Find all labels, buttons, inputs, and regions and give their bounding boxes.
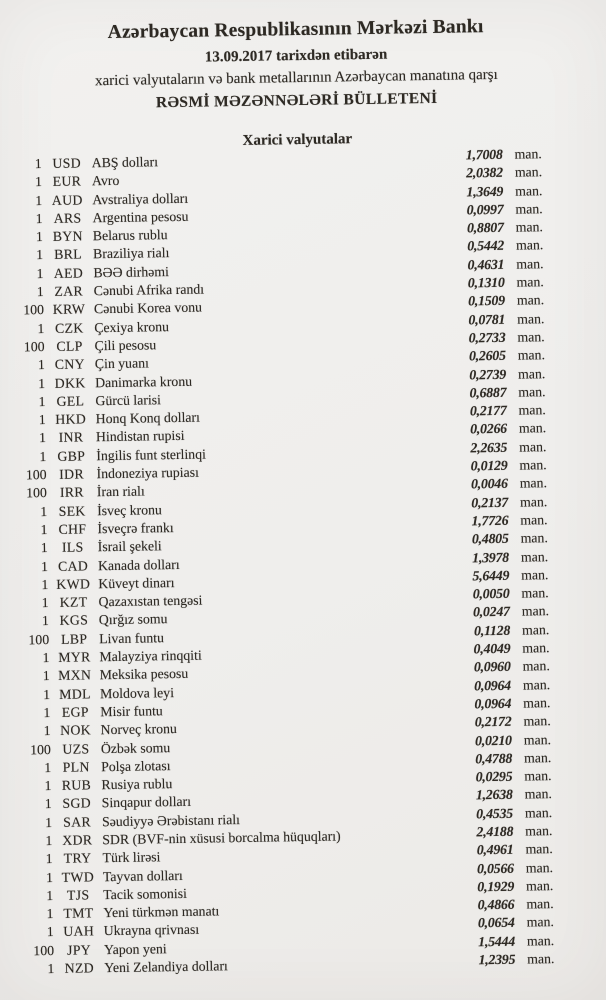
rate-value: 0,0295 xyxy=(475,768,513,785)
currency-code: CHF xyxy=(58,521,87,537)
rate-unit: man. xyxy=(516,292,545,308)
rate-unit: man. xyxy=(522,658,550,674)
currency-code: RUB xyxy=(61,777,92,793)
currency-code: SAR xyxy=(63,814,92,830)
rate-value: 0,0210 xyxy=(474,732,512,748)
rate-value: 0,2739 xyxy=(469,366,507,382)
currency-code: CNY xyxy=(54,356,85,373)
rate-quantity: 1 xyxy=(35,192,43,208)
rate-quantity: 1 xyxy=(40,503,48,519)
rate-quantity: 1 xyxy=(40,521,48,538)
bank-name-title: Azərbaycan Respublikasının Mərkəzi Bankı xyxy=(107,16,484,44)
rate-quantity: 100 xyxy=(26,485,47,501)
rate-unit: man. xyxy=(517,329,545,345)
rate-unit: man. xyxy=(516,274,544,290)
rate-quantity: 1 xyxy=(36,247,44,263)
currency-code: GBP xyxy=(57,448,86,464)
rate-value: 0,0960 xyxy=(473,659,511,675)
section-title-foreign-currencies: Xarici valyutalar xyxy=(242,131,353,149)
rate-unit: man. xyxy=(523,695,551,711)
rate-value: 0,2733 xyxy=(468,329,506,346)
currency-code: NZD xyxy=(64,960,95,976)
currency-code: LBP xyxy=(60,631,88,647)
rate-value: 0,0964 xyxy=(474,677,512,693)
rate-value: 1,3649 xyxy=(466,183,504,199)
currency-name: Argentina pesosu xyxy=(92,208,189,226)
rate-quantity: 1 xyxy=(42,686,51,702)
currency-name: Norveç kronu xyxy=(100,721,177,738)
rate-unit: man. xyxy=(519,457,547,473)
currency-name: Meksika pesosu xyxy=(99,666,189,683)
rate-unit: man. xyxy=(523,713,551,729)
currency-code: GEL xyxy=(56,393,85,409)
rate-unit: man. xyxy=(526,914,554,931)
rate-value: 0,0654 xyxy=(477,915,515,931)
rate-value: 1,2638 xyxy=(475,787,513,803)
rate-quantity: 100 xyxy=(30,741,51,757)
rate-unit: man. xyxy=(521,585,549,601)
rate-quantity: 1 xyxy=(47,961,55,977)
currency-code: UZS xyxy=(62,740,90,757)
rate-value: 0,0050 xyxy=(472,585,510,602)
rate-value: 0,6887 xyxy=(469,384,507,401)
rate-value: 1,5444 xyxy=(478,933,516,950)
currency-name: Malayziya rinqqiti xyxy=(99,647,202,665)
rate-quantity: 1 xyxy=(42,650,50,666)
rate-unit: man. xyxy=(519,493,548,510)
subtitle-line: xarici valyutaların və bank metallarının Azərbaycan manatına qarşı xyxy=(94,66,498,90)
currency-code: BRL xyxy=(54,246,83,263)
rate-unit: man. xyxy=(521,603,550,619)
currency-code: SGD xyxy=(62,795,92,812)
rate-value: 0,2605 xyxy=(468,348,506,364)
rate-value: 0,4961 xyxy=(476,842,514,858)
rate-value: 0,8807 xyxy=(466,220,504,236)
bulletin-title: RƏSMİ MƏZƏNNƏLƏRİ BÜLLETENİ xyxy=(155,89,438,112)
rate-quantity: 1 xyxy=(40,540,48,556)
currency-code: XDR xyxy=(62,832,93,848)
rate-unit: man. xyxy=(526,932,555,949)
rate-value: 0,0964 xyxy=(474,695,512,712)
rate-quantity: 1 xyxy=(46,906,54,922)
rate-unit: man. xyxy=(517,365,546,382)
currency-code: TWD xyxy=(61,868,95,885)
rate-unit: man. xyxy=(521,566,549,583)
rate-unit: man. xyxy=(525,841,553,857)
rate-quantity: 1 xyxy=(46,887,54,903)
currency-name: Avstraliya dolları xyxy=(92,190,189,207)
currency-name: İsveçrə frankı xyxy=(97,519,174,537)
currency-code: MYR xyxy=(58,649,91,665)
currency-code: TRY xyxy=(63,850,92,867)
currency-name: Küveyt dinarı xyxy=(98,574,175,592)
rate-unit: man. xyxy=(515,182,543,199)
currency-code: MXN xyxy=(58,667,92,684)
rate-value: 0,4535 xyxy=(476,805,514,822)
rate-value: 0,0781 xyxy=(468,311,506,328)
currency-code: CAD xyxy=(57,557,89,574)
currency-name: Avro xyxy=(91,173,120,189)
rate-unit: man. xyxy=(517,310,545,327)
rate-unit: man. xyxy=(524,768,552,784)
currency-code: EUR xyxy=(52,173,82,190)
currency-name: Qazaxıstan tengəsi xyxy=(98,592,203,610)
currency-code: JPY xyxy=(66,942,92,958)
currency-name: Tacik somonisi xyxy=(103,885,188,903)
rate-unit: man. xyxy=(518,402,546,418)
rate-quantity: 1 xyxy=(44,778,52,794)
currency-name: BƏƏ dirhəmi xyxy=(93,263,170,281)
currency-code: CZK xyxy=(54,320,84,336)
rate-quantity: 1 xyxy=(43,704,51,721)
rate-quantity: 1 xyxy=(34,156,42,172)
rate-quantity: 1 xyxy=(43,723,51,739)
currency-code: TMT xyxy=(63,905,94,921)
rate-quantity: 1 xyxy=(35,210,43,227)
rate-quantity: 1 xyxy=(46,924,54,940)
rate-quantity: 100 xyxy=(25,467,47,483)
currency-name: Qırğız somu xyxy=(98,611,168,628)
rate-value: 0,1929 xyxy=(477,878,515,895)
rate-value: 0,2172 xyxy=(474,713,512,730)
currency-code: ARS xyxy=(53,210,82,226)
currency-name: Yeni Zelandiya dolları xyxy=(104,958,228,976)
rate-quantity: 1 xyxy=(38,430,47,446)
currency-code: UAH xyxy=(63,923,95,940)
rate-unit: man. xyxy=(521,621,550,638)
rate-quantity: 1 xyxy=(34,174,43,190)
currency-name: Cənubi Korea vonu xyxy=(93,299,203,317)
currency-name: Sinqapur dolları xyxy=(101,794,192,811)
rate-value: 0,2177 xyxy=(469,402,507,419)
currency-name: Tayvan dolları xyxy=(102,867,183,884)
currency-code: MDL xyxy=(59,685,91,702)
rate-unit: man. xyxy=(518,384,546,400)
rate-value: 0,2137 xyxy=(471,494,509,510)
rate-value: 2,4188 xyxy=(476,823,514,840)
currency-code: AED xyxy=(53,265,84,281)
rate-value: 2,2635 xyxy=(470,439,508,456)
rate-unit: man. xyxy=(515,201,543,217)
rate-value: 1,7008 xyxy=(465,146,503,163)
currency-name: Çexiya kronu xyxy=(94,318,170,335)
rate-unit: man. xyxy=(519,475,548,491)
rate-value: 0,0129 xyxy=(470,457,508,474)
rate-unit: man. xyxy=(520,548,549,565)
rate-value: 0,4049 xyxy=(473,640,511,657)
currency-name: ABŞ dolları xyxy=(91,154,159,171)
currency-code: KRW xyxy=(52,301,86,318)
rate-unit: man. xyxy=(525,823,553,839)
rate-value: 0,5442 xyxy=(467,238,505,254)
rate-quantity: 1 xyxy=(44,759,52,775)
rate-unit: man. xyxy=(514,146,542,162)
currency-code: SEK xyxy=(58,503,86,519)
currency-code: AUD xyxy=(51,192,83,208)
currency-name: Misir funtu xyxy=(100,703,163,720)
rate-unit: man. xyxy=(526,896,554,912)
rate-quantity: 100 xyxy=(28,631,50,648)
currency-name: Yapon yeni xyxy=(103,940,167,957)
currency-name: Rusiya rublu xyxy=(101,776,173,793)
rate-quantity: 1 xyxy=(44,796,52,812)
rate-quantity: 100 xyxy=(23,339,45,355)
rate-value: 1,2395 xyxy=(478,951,516,968)
rate-quantity: 1 xyxy=(40,558,49,574)
bulletin-header xyxy=(0,0,600,115)
currency-code: IDR xyxy=(59,466,85,482)
rate-value: 1,3978 xyxy=(472,549,510,565)
currency-code: KGS xyxy=(59,612,89,629)
rate-unit: man. xyxy=(527,951,555,967)
rate-quantity: 1 xyxy=(38,412,46,428)
rate-quantity: 1 xyxy=(37,357,45,373)
currency-name: İsveç kronu xyxy=(97,501,162,518)
rate-value: 0,4631 xyxy=(467,256,505,273)
rate-value: 0,1128 xyxy=(473,622,511,639)
rate-quantity: 1 xyxy=(41,595,49,611)
currency-code: ZAR xyxy=(54,283,84,299)
rate-unit: man. xyxy=(522,640,550,656)
currency-name: İngilis funt sterlinqi xyxy=(96,446,206,463)
rate-quantity: 1 xyxy=(38,375,46,391)
rates-table xyxy=(0,146,606,979)
rate-value: 5,6449 xyxy=(472,567,510,584)
rate-quantity: 1 xyxy=(39,448,47,464)
rate-value: 0,4805 xyxy=(471,531,509,547)
rate-quantity: 1 xyxy=(45,832,53,849)
rate-value: 0,0566 xyxy=(476,860,514,876)
rate-quantity: 1 xyxy=(35,229,43,245)
rate-unit: man. xyxy=(516,255,544,272)
currency-name: Gürcü larisi xyxy=(95,392,162,409)
rate-value: 0,0247 xyxy=(472,604,510,620)
rate-unit: man. xyxy=(524,804,553,821)
currency-code: HKD xyxy=(55,411,87,428)
rate-value: 0,0997 xyxy=(466,201,504,218)
rate-quantity: 1 xyxy=(38,393,46,410)
rate-value: 0,0046 xyxy=(470,476,508,492)
rate-value: 0,4788 xyxy=(475,750,513,767)
rate-unit: man. xyxy=(522,676,551,693)
rate-quantity: 1 xyxy=(41,576,49,592)
rate-unit: man. xyxy=(517,347,546,363)
currency-name: Cənubi Afrika randı xyxy=(93,281,205,299)
rate-unit: man. xyxy=(520,512,548,528)
currency-name: Moldova leyi xyxy=(99,684,175,701)
currency-name: Yeni türkmən manatı xyxy=(103,903,220,921)
rate-value: 2,0382 xyxy=(466,165,504,181)
currency-code: INR xyxy=(58,429,84,446)
currency-name: İran rialı xyxy=(96,483,145,500)
currency-code: NOK xyxy=(60,722,92,739)
rate-unit: man. xyxy=(523,749,552,766)
currency-code: DKK xyxy=(54,374,86,391)
currency-code: USD xyxy=(52,155,82,171)
currency-name: Belarus rublu xyxy=(92,227,168,244)
rate-quantity: 1 xyxy=(41,613,49,629)
rate-value: 0,4866 xyxy=(477,896,515,913)
rate-unit: man. xyxy=(514,164,543,180)
rate-value: 0,0266 xyxy=(470,421,508,437)
currency-name: Ukrayna qrivnası xyxy=(103,922,200,939)
rate-unit: man. xyxy=(520,530,548,546)
currency-name: Livan funtu xyxy=(99,629,165,646)
currency-name: Səudiyyə Ərəbistanı rialı xyxy=(101,811,241,829)
currency-name: İsrail şekeli xyxy=(97,538,162,555)
currency-code: CLP xyxy=(56,338,83,354)
rate-value: 0,1509 xyxy=(468,293,506,309)
currency-code: KZT xyxy=(59,594,88,610)
rate-quantity: 1 xyxy=(37,320,45,336)
currency-name: Kanada dolları xyxy=(97,556,180,573)
currency-code: PLN xyxy=(62,759,90,775)
currency-name: Honq Konq dolları xyxy=(95,409,201,427)
rate-quantity: 1 xyxy=(45,814,53,830)
currency-code: ILS xyxy=(61,539,84,556)
currency-name: Çin yuanı xyxy=(94,355,149,372)
rate-unit: man. xyxy=(518,420,547,437)
rate-quantity: 1 xyxy=(36,284,44,300)
rate-quantity: 1 xyxy=(36,265,44,281)
rate-quantity: 100 xyxy=(23,302,45,318)
rate-unit: man. xyxy=(525,859,554,876)
currency-name: Braziliya rialı xyxy=(92,245,170,262)
rate-quantity: 1 xyxy=(45,869,54,885)
rate-value: 0,1310 xyxy=(467,274,505,291)
currency-name: Polşa zlotası xyxy=(101,757,171,774)
rate-unit: man. xyxy=(519,438,547,455)
rate-quantity: 100 xyxy=(33,942,55,959)
currency-code: KWD xyxy=(56,576,91,592)
rate-unit: man. xyxy=(515,237,544,254)
currency-name: Özbək somu xyxy=(100,739,171,756)
currency-name: İndoneziya rupiası xyxy=(96,464,199,482)
currency-code: BYN xyxy=(52,228,83,245)
currency-code: EGP xyxy=(61,704,89,720)
currency-name: Danimarka kronu xyxy=(95,373,193,390)
effective-date-line: 13.09.2017 tarixdən etibarən xyxy=(204,46,388,66)
rate-value: 1,7726 xyxy=(471,512,509,529)
rate-quantity: 1 xyxy=(42,668,50,684)
rate-unit: man. xyxy=(524,786,552,802)
currency-name: Hindistan rupisi xyxy=(95,428,185,445)
currency-name: Türk lirəsi xyxy=(102,849,161,866)
currency-code: TJS xyxy=(66,887,90,903)
rate-unit: man. xyxy=(525,877,554,894)
currency-name: SDR (BVF-nin xüsusi borcalma hüquqları) xyxy=(102,828,341,848)
rate-unit: man. xyxy=(515,219,544,235)
currency-code: IRR xyxy=(59,484,84,501)
rate-quantity: 1 xyxy=(45,851,53,867)
rate-unit: man. xyxy=(523,731,552,748)
currency-name: Çili pesosu xyxy=(94,337,157,354)
